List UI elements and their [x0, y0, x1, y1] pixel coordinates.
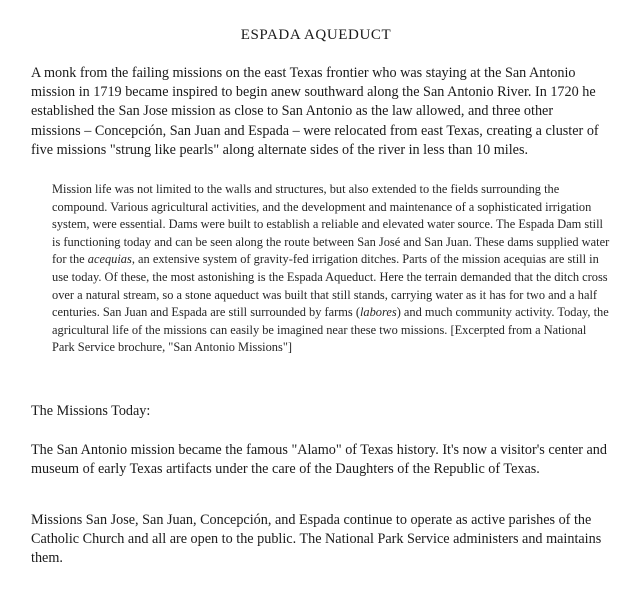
excerpt-text-3: ) and much community activity. Today, the agricultural life of the missions can easily be imagined near these two missions. [Excerpted from a National Park Service brochure, "San Antonio Missions"] [52, 305, 609, 355]
section-heading: The Missions Today: [31, 403, 151, 419]
missions-paragraph: Missions San Jose, San Juan, Concepción, and Espada continue to operate as active parishes of the Catholic Church and all are open to the public. The National Park Service administers and maintains them. [31, 512, 602, 567]
excerpt-text-2: , an extensive system of gravity-fed irrigation ditches. Parts of the mission acequias are still in use today. Of these, the most astonishing is the Espada Aqueduct. Here the terrain demanded that the ditch cross over a natural stream, so a stone aqueduct was built that still stands, carrying water as it has for two and a half centuries. San Juan and Espada are still surrounded by farms ( [52, 252, 608, 320]
excerpt-italic-acequias: acequias [87, 252, 132, 267]
document-title: ESPADA AQUEDUCT [240, 27, 392, 43]
alamo-paragraph: The San Antonio mission became the famous "Alamo" of Texas history. It's now a visitor's center and museum of early Texas artifacts under the care of the Daughters of the Republic of Texas. [31, 442, 607, 478]
excerpt-text-1: Mission life was not limited to the walls and structures, but also extended to the fields surrounding the compound. Various agricultural activities, and the development and maintenance of a sophisticated irrigation system, were essential. Dams were built to establish a reliable and elevated water source. The Espada Dam still is functioning today and can be seen along the route between San José and San Juan. These dams supplied water for the [52, 182, 610, 267]
intro-paragraph: A monk from the failing missions on the east Texas frontier who was staying at the San Antonio mission in 1719 became inspired to begin anew southward along the San Antonio River. In 1720 he established the San Jose mission as close to San Antonio as the law allowed, and three other missions – Concepción, San Juan and Espada – were relocated from east Texas, creating a cluster of five missions "strung like pearls" along alternate sides of the river in less than 10 miles. [31, 65, 599, 158]
excerpt-quote [52, 181, 612, 357]
excerpt-italic-labores: labores [359, 305, 397, 320]
